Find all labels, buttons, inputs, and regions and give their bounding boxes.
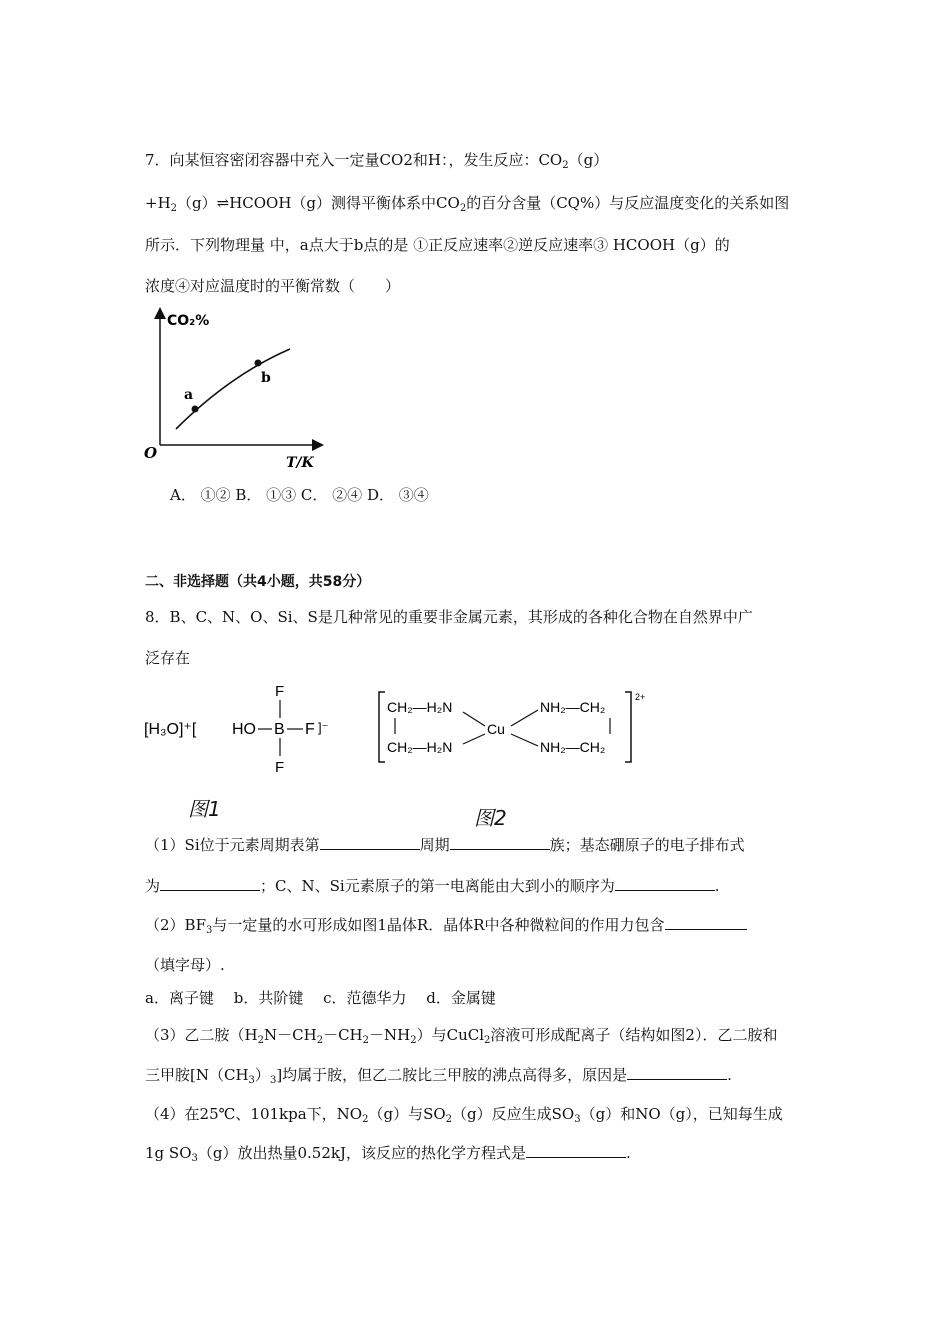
answer-blank-forces[interactable] bbox=[665, 915, 747, 930]
q8-part1-line-1: （1）Si位于元素周期表第 周期 族；基态硼原子的电子排布式 bbox=[145, 836, 745, 854]
fig1-boron: B bbox=[274, 721, 285, 738]
fig1-charge: ]⁻ bbox=[318, 720, 329, 735]
origin-label: O bbox=[144, 444, 158, 462]
fig2-right-bottom: NH₂—CH₂ bbox=[540, 739, 606, 755]
q8-part2-options: a．离子键 b．共阶键 c．范德华力 d．金属键 bbox=[145, 989, 496, 1007]
fig1-f-top: F bbox=[275, 683, 285, 700]
point-a-label: a bbox=[184, 387, 194, 403]
curve bbox=[176, 349, 290, 429]
figure-2-label: 图2 bbox=[474, 806, 507, 830]
answer-blank-electron-config[interactable] bbox=[160, 876, 260, 891]
figure-1-label: 图1 bbox=[188, 797, 221, 821]
answer-blank-period[interactable] bbox=[320, 835, 420, 850]
figure-1-structure bbox=[140, 680, 360, 780]
fig1-f-bottom: F bbox=[275, 759, 285, 776]
fig2-left-bottom: CH₂—H₂N bbox=[387, 739, 453, 755]
q7-options: A． ①② B． ①③ C． ②④ D． ③④ bbox=[170, 486, 429, 504]
q8-part3-line-2: 三甲胺$[N(CH_3)_3]$均属于胺，但乙二胺比三甲胺的沸点高得多，原因是 . bbox=[145, 1066, 732, 1086]
q7-line-1: 7．向某恒容密闭容器中充入一定量CO2和H：，发生反应：$CO_2(g)$ bbox=[145, 151, 609, 171]
fig2-left-top: CH₂—H₂N bbox=[387, 699, 453, 715]
q8-part4-line-2: 1g $SO_3(g)$放出热量0.52kJ，该反应的热化学方程式是 . bbox=[145, 1144, 631, 1164]
q8-part1-line-2: 为 ；C、N、Si元素原子的第一电离能由大到小的顺序为 . bbox=[145, 877, 720, 895]
q7-line-2: $+H_2(g)\rightleftharpoons HCOOH(g)$测得平衡体系中$CO_2$的百分含量（CQ%）与反应温度变化的关系如图 bbox=[145, 194, 790, 214]
q7-line-4: 浓度④对应温度时的平衡常数（ ） bbox=[145, 277, 401, 295]
fig2-cu: Cu bbox=[487, 721, 505, 737]
fig2-right-top: NH₂—CH₂ bbox=[540, 699, 606, 715]
point-a-marker bbox=[192, 406, 199, 413]
answer-blank-boiling-reason[interactable] bbox=[627, 1065, 727, 1080]
fig1-f-right: F bbox=[305, 721, 315, 738]
answer-blank-group[interactable] bbox=[450, 835, 550, 850]
q8-part2-line-1: $(2)BF_3$与一定量的水可形成如图1晶体R．晶体R中各种微粒间的作用力包含 bbox=[145, 915, 747, 935]
q8-part4-line-1: （4）在25℃、101kpa下，$NO_2(g)$与$SO_2(g)$反应生成$SO_3(g)$和NO（g），已知每生成 bbox=[145, 1105, 783, 1125]
answer-blank-thermochemical-equation[interactable] bbox=[526, 1143, 626, 1158]
fig1-cation: [H₃O]⁺[ bbox=[144, 721, 197, 738]
figure-2-complex-ion bbox=[375, 688, 665, 768]
fig2-charge: 2+ bbox=[635, 692, 646, 702]
q8-part2-line-2: （填字母）. bbox=[145, 956, 225, 974]
section-2-heading: 二、非选择题（共4小题，共58分） bbox=[145, 574, 371, 590]
x-axis-label: T/K bbox=[286, 455, 314, 471]
q8-intro-line-2: 泛存在 bbox=[145, 649, 191, 667]
point-b-label: b bbox=[261, 370, 271, 386]
answer-blank-ionization-order[interactable] bbox=[615, 876, 715, 891]
y-axis-label: CO₂% bbox=[167, 313, 210, 329]
fig1-ho: HO bbox=[232, 721, 256, 738]
point-b-marker bbox=[255, 360, 262, 367]
q8-part3-line-1: （3）乙二胺$(H_2N-CH_2-CH_2-NH_2)$与CuCl$_2$溶液可形成配离子（结构如图2）．乙二胺和 bbox=[145, 1026, 778, 1046]
q8-intro-line-1: 8．B、C、N、O、Si、S是几种常见的重要非金属元素，其形成的各种化合物在自然界中广 bbox=[145, 608, 753, 626]
q7-line-3: 所示．下列物理量 中，a点大于b点的是 ①正反应速率②逆反应速率③ HCOOH（g）的 bbox=[145, 236, 730, 254]
co2-temperature-graph bbox=[140, 305, 340, 480]
